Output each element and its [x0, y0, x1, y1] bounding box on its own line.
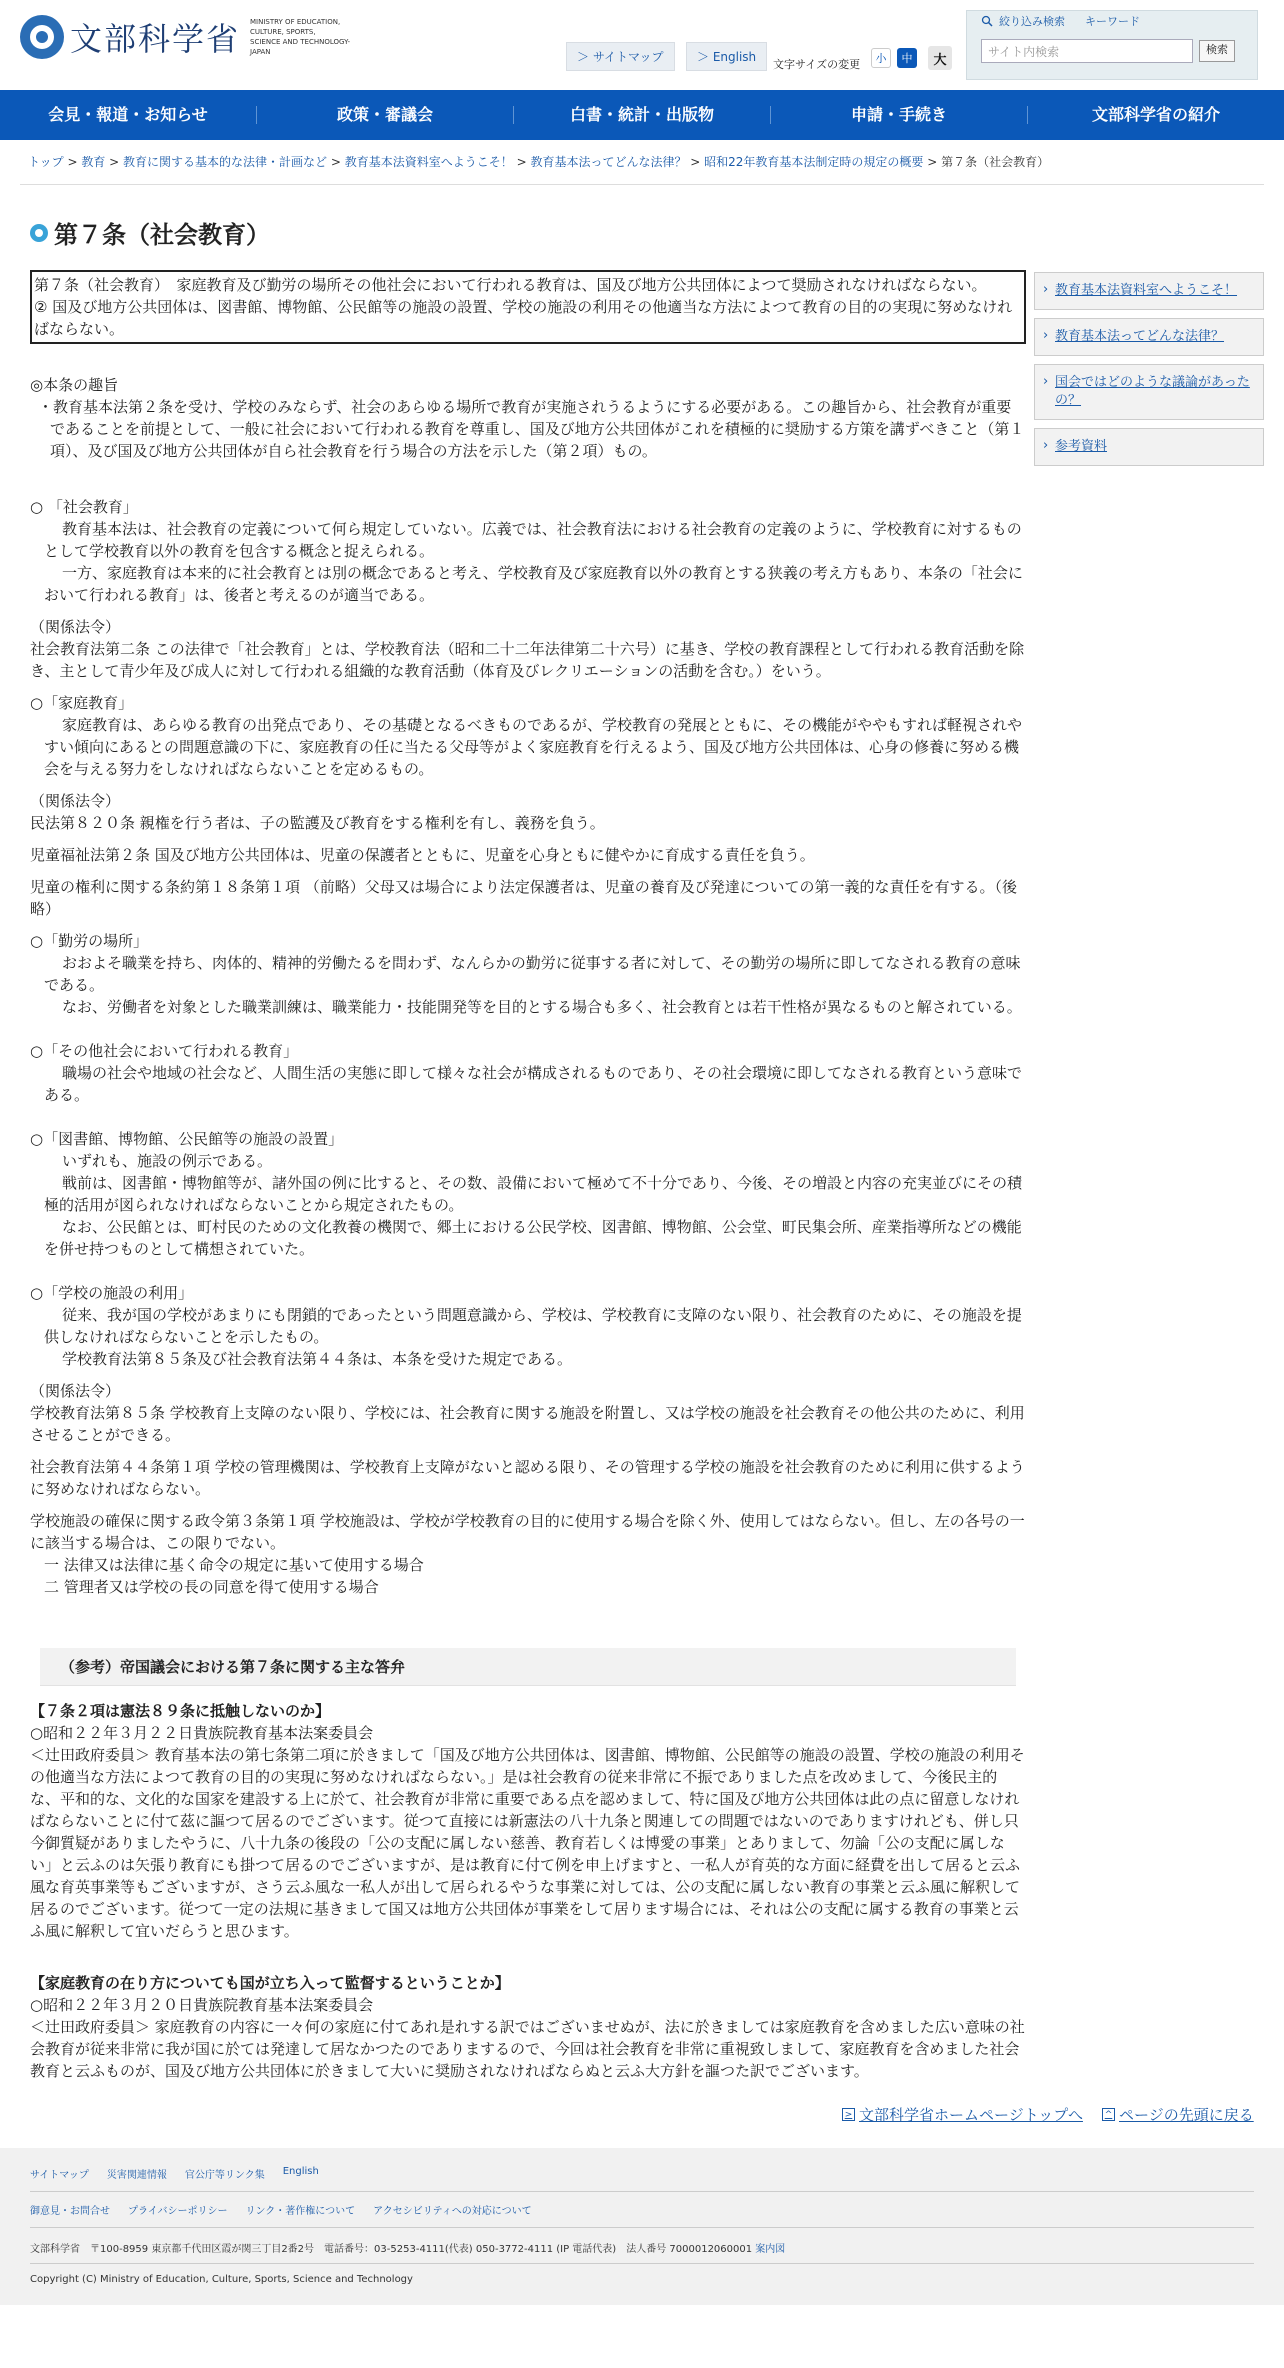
reference-heading: （参考）帝国議会における第７条に関する主な答弁	[40, 1648, 1016, 1686]
page-top-link-label: ページの先頭に戻る	[1119, 2106, 1254, 2124]
search-button[interactable]: 検索	[1199, 40, 1235, 62]
qa-title: 【家庭教育の在り方についても国が立ち入って監督するということか】	[30, 1974, 510, 1992]
article-paragraph-1: 第７条（社会教育） 家庭教育及び勤労の場所その他社会において行われる教育は、国及び地方公共団体によつて奨励されなければならない。	[34, 276, 987, 294]
search-box	[966, 10, 1258, 80]
breadcrumb-link[interactable]: 教育に関する基本的な法律・計画など	[123, 155, 328, 169]
sitemap-button[interactable]: ＞ サイトマップ	[566, 42, 675, 71]
site-header	[0, 0, 1284, 90]
breadcrumb-link[interactable]: トップ	[28, 155, 64, 169]
footer-address	[30, 2228, 1254, 2264]
footer-link-accessibility[interactable]: アクセシビリティへの対応について	[373, 2206, 532, 2217]
footer-address-text: 文部科学省 〒100-8959 東京都千代田区霞が関三丁目2番2号 電話番号：03-5253-4111(代表) 050-3772-4111 (IP 電話代表) 法人番号 7000012060001	[30, 2244, 753, 2255]
qa-date: ○昭和２２年３月２２日貴族院教育基本法案委員会	[30, 1724, 374, 1742]
related-law-text: 学校教育法第８５条 学校教育上支障のない限り、学校には、社会教育に関する施設を附置し、又は学校の施設を社会教育その他公共のために、利用させることができる。	[30, 1404, 1025, 1444]
facilities-heading: ○「図書館、博物館、公民館等の施設の設置」	[30, 1130, 344, 1148]
qa-title: 【７条２項は憲法８９条に抵触しないのか】	[30, 1702, 331, 1720]
sidebar	[1034, 272, 1264, 474]
breadcrumb-link[interactable]: 教育	[81, 155, 106, 169]
school-use-heading: ○「学校の施設の利用」	[30, 1284, 194, 1302]
related-laws-label: （関係法令）	[30, 618, 121, 636]
breadcrumb-link[interactable]: 教育基本法資料室へようこそ！	[344, 155, 513, 169]
sidebar-item-welcome[interactable]	[1034, 272, 1264, 310]
home-education-heading: ○「家庭教育」	[30, 694, 134, 712]
sidebar-link[interactable]: 国会ではどのような議論があったの？	[1055, 375, 1250, 408]
site-footer	[0, 2148, 1284, 2305]
logo-mark-icon	[20, 15, 64, 59]
facilities-p2: 戦前は、図書館・博物館等が、諸外国の例に比すると、その数、設備において極めて不十分であり、今後、その増設と内容の充実並びにその積極的活用が図られなければならないことから規定されたもの。	[44, 1174, 1023, 1214]
refine-search-label: 絞り込み検索	[999, 15, 1065, 28]
footer-link-contact[interactable]: 御意見・お問合せ	[30, 2206, 110, 2217]
home-education-p1: 家庭教育は、あらゆる教育の出発点であり、その基礎となるべきものであるが、学校教育の発展とともに、その機能がややもすれば軽視されやすい傾向にあるとの問題意識の下に、家庭教育の任に当たる父母等がよく家庭教育を行えるよう、国及び地方公共団体は、心身の修養に努める機会を与える努力をしなければならないことを定めるもの。	[44, 716, 1023, 778]
logo-text: 文部科学省	[70, 20, 241, 58]
copyright: Copyright (C) Ministry of Education, Culture, Sports, Science and Technology	[30, 2274, 413, 2285]
qa-text: ＜辻田政府委員＞ 教育基本法の第七条第二項に於きまして「国及び地方公共団体は、図書館、博物館、公民館等の施設の設置、学校の施設の利用その他適当な方法によつて教育の目的の実現に努めなければならない。」是は社会教育の従来非常に不振でありました点を改めまして、今後民主的な、平和的な、文化的な国家を建設する上に於て、社会教育が非常に重要である点を認めまして、特に国及び地方公共団体は此の点に留意しなければならないことに付て茲に謳つて居るのでございます。従つて直接には新憲法の八十九条と関連しての問題ではないのでありますけれども、併し只今御質疑がありましたやうに、八十九条の後段の「公の支配に属しない慈善、教育若しくは博愛の事業」とありまして、勿論「公の支配に属しない」と云ふのは矢張り教育にも掛つて居るのでございますが、是は教育に付て例を申上げますと、一私人が育英的な方面に経費を出して居ると云ふ風な育英事業等もございますが、さう云ふ風な一私人が出して居られるやうな事業に対しては、公の支配に属しない教育の事業と云ふ風に解釈して居るのでございます。従つて一定の法規に基きまして国又は地方公共団体が事業をして居ります場合には、それは公の支配に属する教育の事業と云ふ風に解釈して宜いだらうと思ひます。	[30, 1746, 1025, 1940]
sidebar-link[interactable]: 参考資料	[1055, 439, 1108, 454]
refine-search-tab[interactable]	[981, 13, 1065, 29]
footer-link-privacy[interactable]: プライバシーポリシー	[128, 2206, 228, 2217]
nav-item-about[interactable]: 文部科学省の紹介	[1027, 106, 1284, 124]
page-title	[30, 215, 1254, 250]
article-paragraph-2: ② 国及び地方公共団体は、図書館、博物館、公民館等の施設の設置、学校の施設の利用その他適当な方法によつて教育の目的の実現に努めなければならない。	[34, 298, 1013, 338]
school-use-p2: 学校教育法第８５条及び社会教育法第４４条は、本条を受けた規定である。	[62, 1350, 573, 1368]
other-society-heading: ○「その他社会において行われる教育」	[30, 1042, 299, 1060]
qa-text: ＜辻田政府委員＞ 家庭教育の内容に一々何の家庭に付てあれ是れする訳ではございませぬが、法に於きましては家庭教育を含めました広い意味の社会教育が従来非常に我が国に於ては発達して居なかつたのでありまするので、今回は社会教育を非常に重視致しまして、家庭教育を含めました社会教育と云ふものが、国及び地方公共団体に於きまして大いに奨励されなければならぬと云ふ大方針を謳つた訳でございます。	[30, 2018, 1025, 2080]
sidebar-item-references[interactable]	[1034, 428, 1264, 466]
site-logo[interactable]	[20, 14, 360, 60]
workplace-heading: ○「勤労の場所」	[30, 932, 149, 950]
footer-link-sitemap[interactable]: サイトマップ	[30, 2170, 89, 2181]
footer-link-english[interactable]: English	[282, 2166, 319, 2177]
search-tabs	[981, 13, 1140, 29]
other-society-p1: 職場の社会や地域の社会など、人間生活の実態に即して様々な社会が構成されるものであり、その社会環境に即してなされる教育という意味である。	[44, 1064, 1023, 1104]
english-button[interactable]: ＞ English	[686, 42, 767, 71]
related-law-text: 社会教育法第二条 この法律で「社会教育」とは、学校教育法（昭和二十二年法律第二十六号）に基き、学校の教育課程として行われる教育活動を除き、主として青少年及び成人に対して行われる組織的な教育活動（体育及びレクリエーションの活動を含む。）をいう。	[30, 640, 1025, 680]
footer-link-disaster[interactable]: 災害関連情報	[106, 2170, 167, 2181]
logo-en-line: MINISTRY OF EDUCATION,	[250, 18, 341, 26]
footer-links-row-1	[30, 2156, 1254, 2192]
article-text-box	[30, 270, 1026, 344]
page-top-link[interactable]	[1102, 2104, 1254, 2125]
logo-english-text	[250, 17, 360, 57]
social-education-p1: 教育基本法は、社会教育の定義について何ら規定していない。広義では、社会教育法における社会教育の定義のように、学校教育に対するものとして学校教育以外の教育を包含する概念と捉えられる。	[44, 520, 1022, 560]
font-size-large-button[interactable]: 大	[928, 46, 952, 70]
facilities-p1: いずれも、施設の例示である。	[62, 1152, 273, 1170]
facilities-p3: なお、公民館とは、町村民のための文化教養の機関で、郷土における公民学校、図書館、博物館、公会堂、町民集会所、産業指導所などの機能を併せ持つものとして構想されていた。	[44, 1218, 1022, 1258]
magnifier-icon	[981, 15, 995, 27]
page-bottom-links	[0, 2094, 1284, 2134]
keyword-search-tab[interactable]: キーワード	[1085, 15, 1140, 28]
logo-en-line: CULTURE, SPORTS,	[250, 28, 316, 36]
font-size-small-button[interactable]: 小	[871, 48, 891, 68]
breadcrumb-link[interactable]: 昭和22年教育基本法制定時の規定の概要	[704, 155, 924, 169]
related-law-text: 学校施設の確保に関する政令第３条第１項 学校施設は、学校が学校教育の目的に使用する場合を除く外、使用してはならない。但し、左の各号の一に該当する場合は、この限りでない。	[30, 1512, 1025, 1552]
qa-date: ○昭和２２年３月２０日貴族院教育基本法案委員会	[30, 1996, 374, 2014]
nav-item-press[interactable]: 会見・報道・お知らせ	[48, 105, 208, 124]
logo-en-line: SCIENCE AND TECHNOLOGY-JAPAN	[250, 38, 351, 56]
breadcrumb-current: 第７条（社会教育）	[941, 155, 1050, 169]
social-education-heading: ○ 「社会教育」	[30, 498, 138, 516]
related-law-text: 児童福祉法第２条 国及び地方公共団体は、児童の保護者とともに、児童を心身ともに健やかに育成する責任を負う。	[30, 846, 815, 864]
school-use-p1: 従来、我が国の学校があまりにも閉鎖的であったという問題意識から、学校は、学校教育に支障のない限り、社会教育のために、その施設を提供しなければならないことを示したもの。	[44, 1306, 1022, 1346]
purpose-text: ・教育基本法第２条を受け、学校のみならず、社会のあらゆる場所で教育が実施されうるようにする必要がある。この趣旨から、社会教育が重要であることを前提として、一般に社会において行われる教育を尊重し、国及び地方公共団体がこれを積極的に奨励する方策を講ずべきこと（第１項）、及び国及び地方公共団体が自ら社会教育を行う場合の方法を示した（第２項）もの。	[38, 398, 1025, 460]
sidebar-item-diet-debate[interactable]	[1034, 364, 1264, 420]
nav-item-policy[interactable]: 政策・審議会	[256, 106, 513, 124]
sidebar-link[interactable]: 教育基本法資料室へようこそ！	[1055, 283, 1238, 298]
footer-links-row-2	[30, 2192, 1254, 2228]
breadcrumb: トップ > 教育 > 教育に関する基本的な法律・計画など > 教育基本法資料室へようこそ！ > 教育基本法ってどんな法律？ > 昭和22年教育基本法制定時の規定の概要 > 第７条（社会教育）	[20, 140, 1264, 185]
purpose-heading: ◎本条の趣旨	[30, 376, 119, 394]
workplace-p1: おおよそ職業を持ち、肉体的、精神的労働たるを問わず、なんらかの勤労に従事する者に対して、その勤労の場所に即してなされる教育の意味である。	[44, 954, 1021, 994]
related-laws-label: （関係法令）	[30, 792, 121, 810]
related-law-text: 民法第８２０条 親権を行う者は、子の監護及び教育をする権利を有し、義務を負う。	[30, 814, 605, 832]
home-top-link-label: 文部科学省ホームページトップへ	[859, 2106, 1083, 2124]
main-content	[30, 250, 1026, 2082]
font-size-medium-button[interactable]: 中	[897, 48, 917, 68]
social-education-p2: 一方、家庭教育は本来的に社会教育とは別の概念であると考え、学校教育及び家庭教育以外の教育とする狭義の考え方もあり、本条の「社会において行われる教育」は、後者と考えるのが適当である。	[44, 564, 1023, 604]
related-laws-label: （関係法令）	[30, 1382, 121, 1400]
sidebar-link[interactable]: 教育基本法ってどんな法律？	[1055, 329, 1225, 344]
sidebar-item-what-law[interactable]	[1034, 318, 1264, 356]
related-law-text: 児童の権利に関する条約第１８条第１項 （前略）父母又は場合により法定保護者は、児童の養育及び発達についての第一義的な責任を有する。（後略）	[30, 878, 1017, 918]
global-nav	[0, 90, 1284, 140]
home-top-link[interactable]	[842, 2104, 1083, 2125]
footer-map-link[interactable]: 案内図	[755, 2244, 786, 2255]
arrow-up-icon: ^	[1102, 2108, 1115, 2121]
font-size-label: 文字サイズの変更	[773, 58, 861, 71]
title-bullet-icon	[30, 224, 48, 242]
arrow-right-icon: >	[842, 2108, 855, 2121]
footer-link-copyright[interactable]: リンク・著作権について	[245, 2206, 356, 2217]
workplace-p2: なお、労働者を対象とした職業訓練は、職業能力・技能開発等を目的とする場合も多く、社会教育とは若干性格が異なるものと解されている。	[62, 998, 1022, 1016]
page-title-text: 第７条（社会教育）	[54, 221, 270, 249]
footer-link-agencies[interactable]: 官公庁等リンク集	[184, 2170, 265, 2181]
nav-item-publications[interactable]: 白書・統計・出版物	[513, 106, 770, 124]
law-item: 一 法律又は法律に基く命令の規定に基いて使用する場合	[44, 1556, 424, 1574]
related-law-text: 社会教育法第４４条第１項 学校の管理機関は、学校教育上支障がないと認める限り、その管理する学校の施設を社会教育のために利用に供するように努めなければならない。	[30, 1458, 1025, 1498]
search-input[interactable]: サイト内検索	[981, 39, 1193, 63]
nav-item-applications[interactable]: 申請・手続き	[770, 106, 1027, 124]
breadcrumb-link[interactable]: 教育基本法ってどんな法律？	[530, 155, 687, 169]
law-item: 二 管理者又は学校の長の同意を得て使用する場合	[44, 1578, 379, 1596]
